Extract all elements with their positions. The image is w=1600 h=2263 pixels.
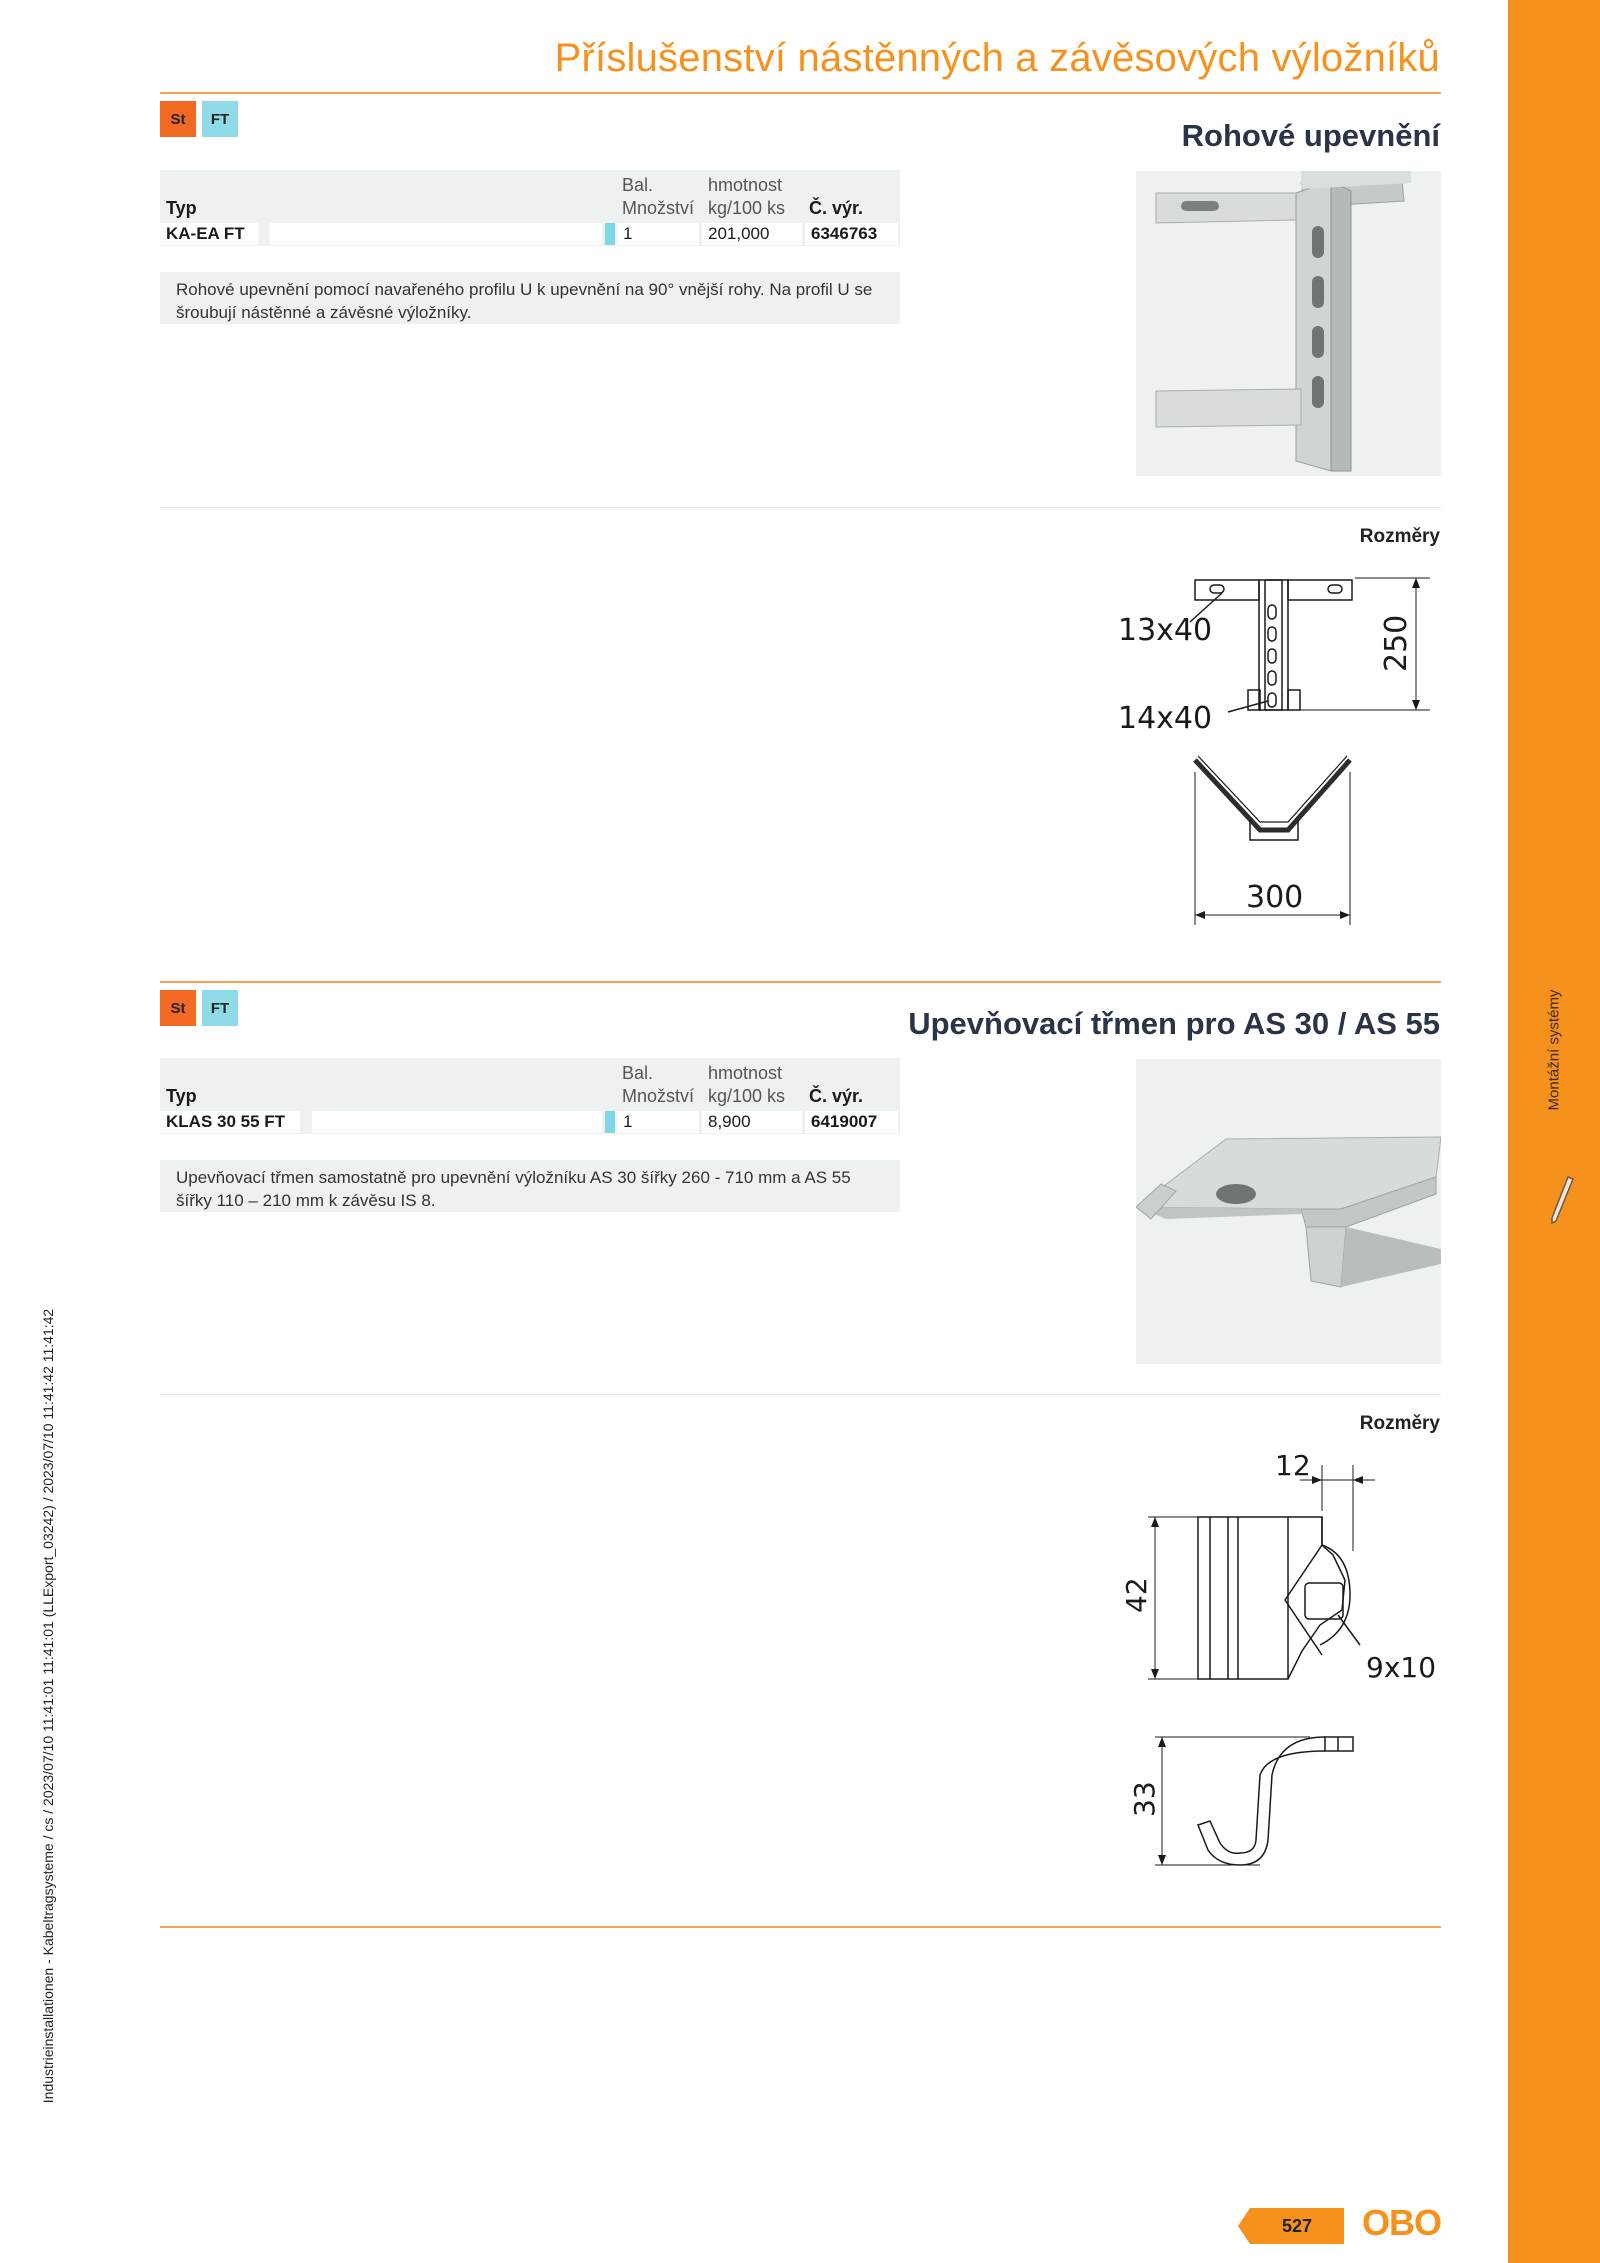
cell-blank: [312, 1111, 602, 1133]
cell-qty: 1: [617, 1111, 699, 1133]
product-table: [160, 170, 900, 246]
header-qty-2: Množství: [622, 198, 695, 218]
table-row: [160, 1110, 900, 1134]
dim-top: 12: [1275, 1449, 1311, 1482]
badge-st: St: [160, 101, 196, 137]
cell-qty: 1: [617, 223, 699, 245]
color-marker: [605, 223, 615, 245]
dimension-drawing: [1110, 1445, 1450, 1890]
header-type: Typ: [166, 1086, 197, 1106]
header-type: Typ: [166, 198, 197, 218]
badge-st: St: [160, 990, 196, 1026]
cell-weight: 8,900: [702, 1111, 802, 1133]
dim-slot-top: 13x40: [1118, 613, 1213, 648]
section-divider: [160, 507, 1441, 508]
sidebar-section-label: Montážní systémy: [1545, 989, 1563, 1111]
header-weight-1: hmotnost: [708, 175, 783, 195]
badge-ft: FT: [202, 990, 238, 1026]
dim-height: 250: [1379, 614, 1414, 672]
product-divider: [160, 981, 1441, 983]
dim-slot-bottom: 14x40: [1118, 701, 1213, 736]
dim-depth: 33: [1128, 1781, 1161, 1817]
header-weight-2: kg/100 ks: [708, 198, 786, 218]
product-photo: [1136, 1059, 1441, 1364]
header-weight-2: kg/100 ks: [708, 1086, 786, 1106]
product-photo: [1136, 171, 1441, 476]
obo-logo: OBO: [1362, 2202, 1442, 2243]
page-title: Příslušenství nástěnných a závěsových výložníků: [554, 36, 1440, 80]
bottom-divider: [160, 1926, 1441, 1928]
badge-ft: FT: [202, 101, 238, 137]
dim-hole: 9x10: [1366, 1651, 1437, 1684]
cell-blank: [270, 223, 602, 245]
page-number: 527: [1281, 2216, 1313, 2236]
dim-height: 42: [1120, 1577, 1153, 1613]
cell-article: 6346763: [805, 223, 898, 245]
dimensions-label: Rozměry: [1359, 1413, 1440, 1434]
table-row: [160, 222, 900, 246]
header-article: Č. výr.: [809, 1086, 864, 1106]
header-qty-1: Bal.: [622, 1063, 654, 1083]
product-description: Upevňovací třmen samostatně pro upevnění výložníku AS 30 šířky 260 - 710 mm a AS 55 šířky 110 – 210 mm k závěsu IS 8.: [160, 1160, 900, 1212]
cell-weight: 201,000: [702, 223, 802, 245]
header-qty-1: Bal.: [622, 175, 654, 195]
title-divider: [160, 92, 1441, 94]
cell-type: KA-EA FT: [160, 223, 258, 245]
section-divider: [160, 1394, 1441, 1395]
dim-width: 300: [1246, 880, 1304, 915]
color-marker: [605, 1111, 615, 1133]
pen-icon: [1546, 1175, 1576, 1225]
cell-type: KLAS 30 55 FT: [160, 1111, 300, 1133]
header-qty-2: Množství: [622, 1086, 695, 1106]
header-article: Č. výr.: [809, 198, 864, 218]
dimensions-label: Rozměry: [1359, 526, 1440, 547]
product-title: Rohové upevnění: [1181, 118, 1440, 153]
product-table: [160, 1058, 900, 1134]
footer-export-info: Industrieinstallationen - Kabeltragsysteme / cs / 2023/07/10 11:41:01 11:41:01 (LLExport_03242) / 2023/07/10 11:41:42 11:41:42: [40, 1308, 56, 2104]
product-title: Upevňovací třmen pro AS 30 / AS 55: [908, 1006, 1440, 1041]
cell-article: 6419007: [805, 1111, 898, 1133]
header-weight-1: hmotnost: [708, 1063, 783, 1083]
product-description: Rohové upevnění pomocí navařeného profilu U k upevnění na 90° vnější rohy. Na profil U se šroubují nástěnné a závěsné výložníky.: [160, 272, 900, 324]
dimension-drawing: [1110, 560, 1450, 930]
